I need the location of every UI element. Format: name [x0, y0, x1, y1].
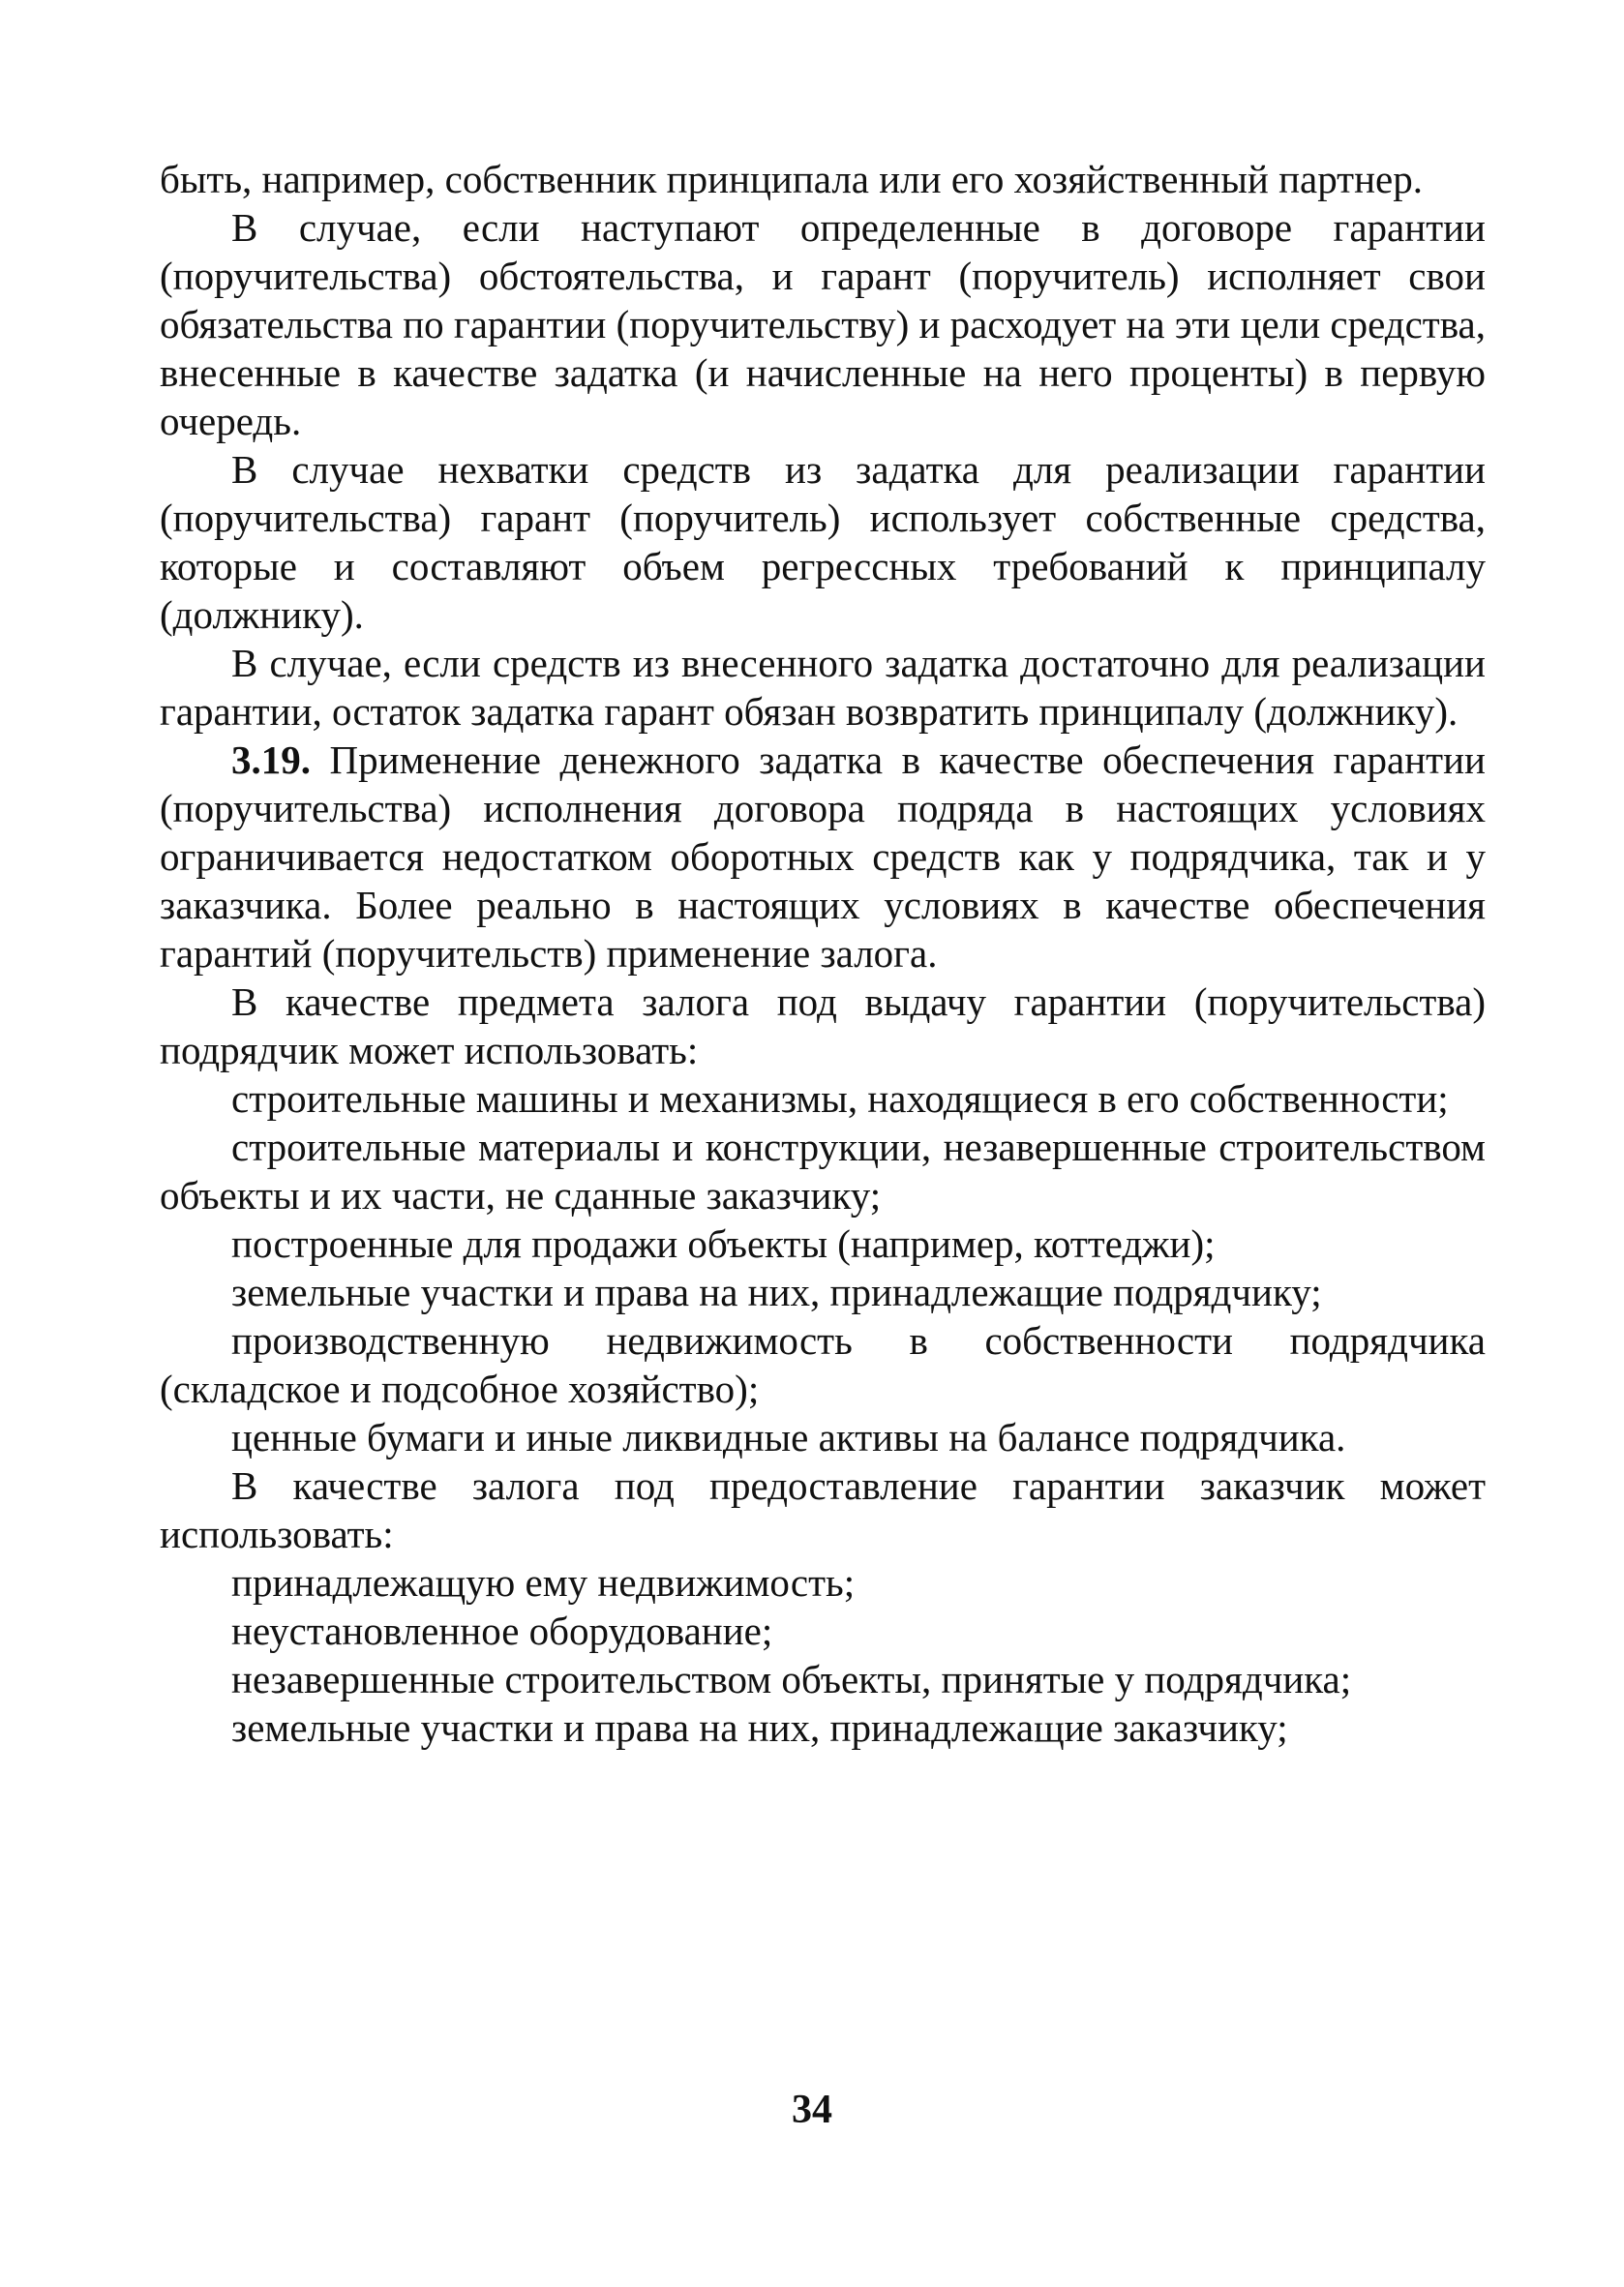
- list-item: производственную недвижимость в собственности подрядчика (складское и подсобное хозяйство);: [160, 1318, 1486, 1411]
- section-text: Применение денежного задатка в качестве обеспечения гарантии (поручительства) исполнения договора подряда в настоящих условиях ограничивается недостатком оборотных средств как у подрядчика, так и у заказчика. Более реально в настоящих условиях в качестве обеспечения гарантий (поручительств) применение залога.: [160, 737, 1486, 976]
- page-number: 34: [792, 2088, 832, 2132]
- list-item: строительные материалы и конструкции, незавершенные строительством объекты и их части, не сданные заказчику;: [160, 1125, 1486, 1218]
- paragraph-guarantee-circumstances: В случае, если наступают определенные в договоре гарантии (поручительства) обстоятельства, и гарант (поручитель) исполняет свои обязательства по гарантии (поручительству) и расходует на эти цели средства, внесенные в качестве задатка (и начисленные на него проценты) в первую очередь.: [160, 205, 1486, 443]
- paragraph-section-3-19: [160, 736, 1486, 978]
- paragraph-deposit-shortage: В случае нехватки средств из задатка для реализации гарантии (поручительства) гарант (поручитель) использует собственные средства, которые и составляют объем регрессных требований к принципалу (должнику).: [160, 447, 1486, 637]
- paragraph-customer-collateral-intro: В качестве залога под предоставление гарантии заказчик может использовать:: [160, 1463, 1486, 1556]
- list-item: земельные участки и права на них, принадлежащие заказчику;: [231, 1705, 1288, 1750]
- list-item: строительные машины и механизмы, находящиеся в его собственности;: [231, 1076, 1449, 1121]
- paragraph-continuation: быть, например, собственник принципала или его хозяйственный партнер.: [160, 157, 1423, 201]
- list-item: принадлежащую ему недвижимость;: [231, 1560, 856, 1605]
- paragraph-deposit-sufficient: В случае, если средств из внесенного задатка достаточно для реализации гарантии, остаток задатка гарант обязан возвратить принципалу (должнику).: [160, 641, 1486, 734]
- list-item: неустановленное оборудование;: [231, 1609, 773, 1653]
- list-item: ценные бумаги и иные ликвидные активы на балансе подрядчика.: [231, 1415, 1346, 1459]
- page-body: [160, 155, 1486, 1752]
- list-item: земельные участки и права на них, принадлежащие подрядчику;: [231, 1270, 1322, 1314]
- section-number: 3.19.: [231, 737, 311, 782]
- list-item: построенные для продажи объекты (например, коттеджи);: [231, 1221, 1216, 1266]
- list-item: незавершенные строительством объекты, принятые у подрядчика;: [231, 1657, 1352, 1701]
- paragraph-contractor-collateral-intro: В качестве предмета залога под выдачу гарантии (поручительства) подрядчик может использовать:: [160, 979, 1486, 1072]
